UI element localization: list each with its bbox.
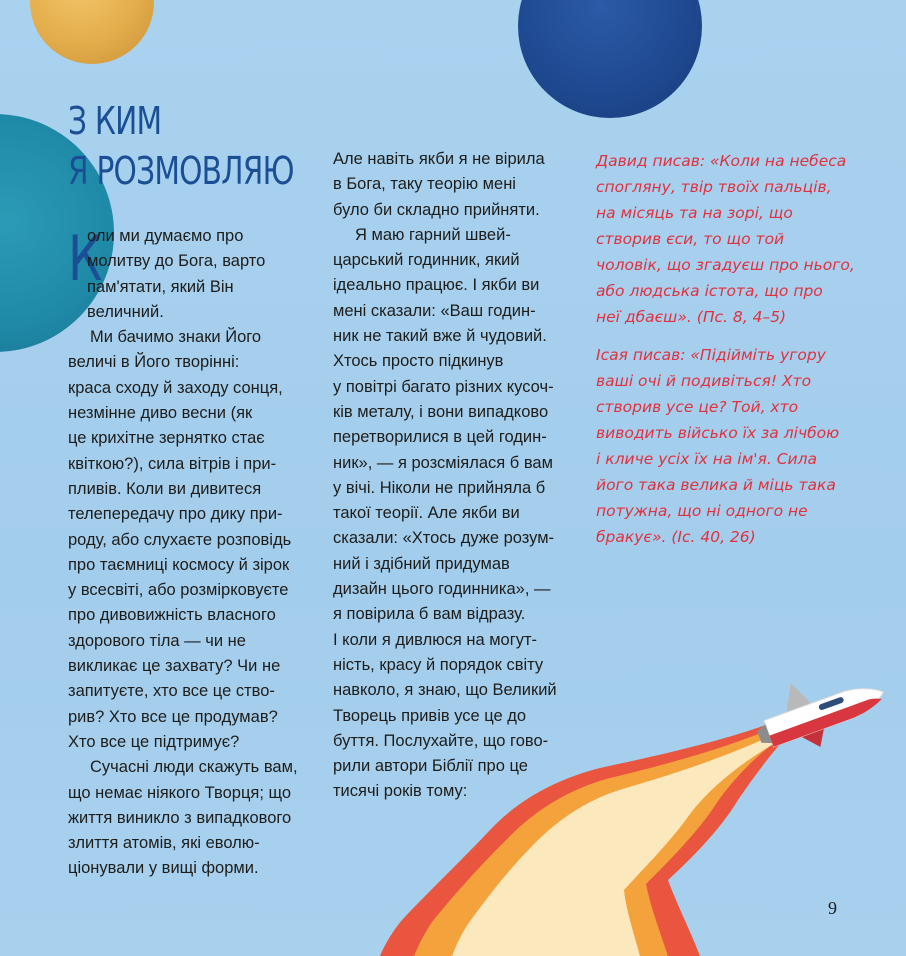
- text-line: Сучасні люди скажуть вам,: [90, 758, 298, 777]
- text-line: ник», — я розсміялася б вам: [333, 453, 553, 472]
- text-line: Але навіть якби я не вірила: [333, 150, 545, 168]
- text-line: молитву до Бога, варто: [87, 252, 266, 271]
- text-line: квіткою?), сила вітрів і при-: [68, 454, 277, 473]
- quote-isaiah: [596, 342, 839, 550]
- text-line: ність, красу й порядок світу: [333, 655, 544, 674]
- text-line: навколо, я знаю, що Великий: [333, 681, 557, 700]
- page-number: 9: [828, 898, 837, 918]
- text-line: царський годинник, який: [333, 251, 520, 270]
- text-line: це крихітне зернятко стає: [68, 429, 265, 448]
- text-line: про таємниці космосу й зірок: [68, 555, 290, 574]
- text-line: запитуєте, хто все це ство-: [68, 682, 275, 701]
- text-line: сказали: «Хтось дуже розум-: [333, 529, 555, 548]
- text-line: ціонували у вищі форми.: [68, 859, 259, 878]
- text-line: у всесвіті, або розмірковуєте: [68, 581, 289, 600]
- quote-line: виводить військо їх за лічбою: [596, 424, 840, 442]
- quote-line: бракує». (Іс. 40, 26): [596, 528, 756, 546]
- text-line: життя виникло з випадкового: [68, 808, 292, 827]
- text-line: незмінне диво весни (як: [68, 404, 253, 423]
- quote-line: створив єси, то що той: [596, 230, 785, 248]
- text-line: ний і здібний придумав: [333, 554, 510, 573]
- text-line: я повірила б вам відразу.: [333, 605, 526, 624]
- text-line: викликає це захвату? Чи не: [68, 657, 281, 676]
- text-line: рив? Хто все це продумав?: [68, 707, 278, 726]
- title-line-1: З КИМ: [68, 99, 162, 143]
- drop-cap: К: [68, 222, 103, 295]
- quote-david: [596, 148, 855, 330]
- body-column-2: [333, 147, 583, 805]
- quote-line: ваші очі й подивіться! Хто: [596, 372, 812, 390]
- quote-line: на місяць та на зорі, що: [596, 204, 793, 222]
- quote-line: чоловік, що згадуєш про нього,: [596, 256, 855, 274]
- text-line: величі в Його творінні:: [68, 353, 240, 372]
- text-line: величний.: [87, 302, 164, 321]
- body-column-1: [68, 224, 328, 882]
- quote-line: або людська істота, що про: [596, 282, 823, 300]
- text-line: було би складно прийняти.: [333, 200, 540, 219]
- text-line: ків металу, і вони випадково: [333, 402, 549, 421]
- text-line: в Бога, таку теорію мені: [333, 175, 516, 194]
- quote-line: потужна, що ні одного не: [596, 502, 808, 520]
- text-line: Хто все це підтримує?: [68, 732, 240, 751]
- text-line: оли ми думаємо про: [87, 227, 244, 245]
- text-line: ник не такий вже й чудовий.: [333, 327, 547, 346]
- text-line: Я маю гарний швей-: [355, 225, 511, 244]
- text-line: здорового тіла — чи не: [68, 631, 246, 650]
- text-line: перетворилися в цей годин-: [333, 428, 547, 447]
- quote-line: спогляну, твір твоїх пальців,: [596, 178, 832, 196]
- page-title: [68, 96, 294, 196]
- text-line: Ми бачимо знаки Його: [90, 328, 262, 347]
- quote-line: Ісая писав: «Підійміть угору: [596, 346, 826, 364]
- text-line: мені сказали: «Ваш годин-: [333, 301, 536, 320]
- text-line: Хтось просто підкинув: [333, 352, 504, 371]
- text-line: пам'ятати, який Він: [87, 277, 234, 296]
- quote-line: Давид писав: «Коли на небеса: [596, 152, 847, 170]
- text-line: у вічі. Ніколи не прийняла б: [333, 478, 546, 497]
- text-line: роду, або слухаєте розповідь: [68, 530, 292, 549]
- text-line: тисячі років тому:: [333, 782, 468, 801]
- text-line: пливів. Коли ви дивитеся: [68, 479, 262, 498]
- quote-line: і кличе усіх їх на ім'я. Сила: [596, 450, 818, 468]
- quote-line: його така велика й міць така: [596, 476, 836, 494]
- text-line: такої теорії. Але якби ви: [333, 504, 520, 523]
- text-line: ідеально працює. І якби ви: [333, 276, 540, 295]
- quote-line: неї дбаєш». (Пс. 8, 4–5): [596, 308, 787, 326]
- text-line: телепередачу про дику при-: [68, 505, 283, 524]
- text-line: злиття атомів, які еволю-: [68, 834, 260, 853]
- text-line: І коли я дивлюся на могут-: [333, 630, 538, 649]
- text-line: у повітрі багато різних кусоч-: [333, 377, 554, 396]
- text-line: дизайн цього годинника», —: [333, 580, 551, 599]
- text-line: краса сходу й заходу сонця,: [68, 378, 283, 397]
- quote-line: створив усе це? Той, хто: [596, 398, 799, 416]
- text-line: Творець привів усе це до: [333, 706, 527, 725]
- text-line: про дивовижність власного: [68, 606, 276, 625]
- text-line: що немає ніякого Творця; що: [68, 783, 292, 802]
- title-line-2: Я РОЗМОВЛЯЮ: [68, 149, 294, 193]
- text-line: буття. Послухайте, що гово-: [333, 731, 549, 750]
- text-line: рили автори Біблії про це: [333, 757, 528, 776]
